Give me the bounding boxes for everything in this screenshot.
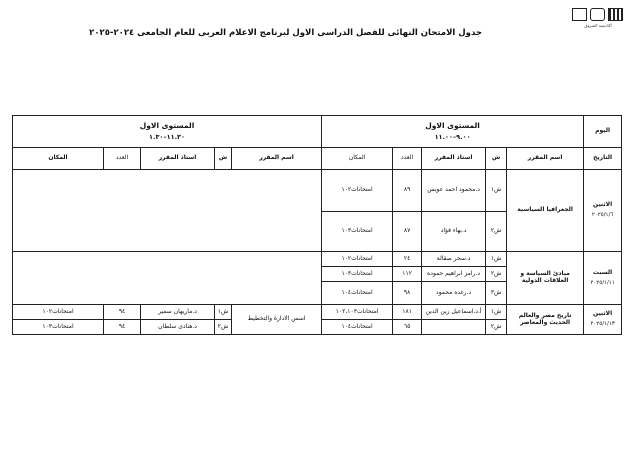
count-cell: ١١٢ (393, 267, 422, 282)
place-cell: امتحانات١٠٢ (322, 170, 393, 212)
noon-section-cell: ش١ (215, 305, 232, 320)
logo-mark-icon (608, 8, 623, 21)
professor-cell: أ.د.اسماعيل زين الدين (422, 305, 486, 320)
col-section-header: ش (486, 148, 507, 170)
noon-course-name: اسس الادارة والتخطيط (232, 305, 322, 335)
course-name: تاريخ مصر والعالم الحديث والمعاصر (507, 305, 584, 335)
place-cell: امتحانات١٠٢ (322, 252, 393, 267)
col-professor-header-noon: استاذ المقرر (141, 148, 215, 170)
noon-section-cell: ش٢ (215, 320, 232, 335)
col-count-header: العدد (393, 148, 422, 170)
level1-noon-title: المستوى الاول (139, 120, 195, 130)
count-cell: ٢٤ (393, 252, 422, 267)
course-name: مبادئ السياسة و العلاقات الدولية (507, 252, 584, 305)
day-cell (584, 252, 622, 305)
section-cell: ش١ (486, 252, 507, 267)
count-cell: ١٨١ (393, 305, 422, 320)
professor-cell: د.رامز ابراهيم حموده (422, 267, 486, 282)
place-cell: امتحانات١٠٣ (322, 212, 393, 252)
level1-morning-title: المستوى الاول (425, 120, 480, 130)
place-cell: امتحانات١٠٤ (322, 282, 393, 305)
count-cell: ٦٥ (393, 320, 422, 335)
section-cell: ش٢ (486, 267, 507, 282)
empty-noon-block (13, 252, 322, 305)
logo-mark-icon (572, 8, 587, 21)
professor-cell (422, 320, 486, 335)
section-cell: ش١ (486, 170, 507, 212)
section-cell: ش١ (486, 305, 507, 320)
section-cell: ش٢ (486, 320, 507, 335)
column-header-row (13, 148, 622, 170)
level1-noon-time: ١١.٣٠–١.٣٠ (149, 132, 185, 141)
professor-cell: د.رغده محمود (422, 282, 486, 305)
col-course-header-noon: اسم المقرر (232, 148, 322, 170)
day-name: الاثنين (593, 201, 613, 209)
level1-noon-header (13, 116, 322, 148)
place-cell: امتحانات١٠٤ (322, 320, 393, 335)
logo (568, 8, 628, 30)
section-cell: ش٢ (486, 212, 507, 252)
count-cell: ٩٨ (393, 282, 422, 305)
col-section-header-noon: ش (215, 148, 232, 170)
date-header: التاريخ (584, 148, 622, 170)
day-date: ٢٠٢٥/١/١١ (590, 279, 615, 286)
day-date: ٢٠٢٥/١/٦ (591, 212, 614, 219)
col-place-header: المكان (322, 148, 393, 170)
noon-place-cell: امتحانات١٠٣ (13, 320, 104, 335)
level-header-row (13, 116, 622, 148)
noon-place-cell: امتحانات١٠٢ (13, 305, 104, 320)
day-cell (584, 305, 622, 335)
section-cell: ش٣ (486, 282, 507, 305)
day-cell (584, 170, 622, 252)
professor-cell: د.محمود احمد عويس (422, 170, 486, 212)
table-row (13, 170, 622, 212)
professor-cell: د.سحر صقالة (422, 252, 486, 267)
table-row (13, 305, 622, 320)
page-title: جدول الامتحان النهائى للفصل الدراسى الاول لبرنامج الاعلام العربى للعام الجامعى ٢٠٢٤-٢٠٢٥ (89, 28, 482, 38)
col-place-header-noon: المكان (13, 148, 104, 170)
day-header: اليوم (584, 116, 622, 148)
table-row (13, 252, 622, 267)
day-name: السبت (592, 268, 613, 276)
day-name: الاثنين (593, 310, 613, 318)
place-cell: امتحانات١٠٢،١٠٣ (322, 305, 393, 320)
col-count-header-noon: العدد (104, 148, 141, 170)
logo-mark-icon (590, 8, 605, 21)
place-cell: امتحانات١٠٣ (322, 267, 393, 282)
noon-professor-cell: د.هنادى سلطان (141, 320, 215, 335)
level1-morning-header (322, 116, 584, 148)
count-cell: ٨٩ (393, 170, 422, 212)
noon-professor-cell: د.ماريهان سمير (141, 305, 215, 320)
noon-count-cell: ٩٤ (104, 320, 141, 335)
col-course-header: اسم المقرر (507, 148, 584, 170)
exam-schedule-table (12, 115, 622, 335)
day-date: ٢٠٢٥/١/١٣ (590, 321, 615, 328)
count-cell: ٨٧ (393, 212, 422, 252)
level1-morning-time: ٩.٠٠–١١.٠٠ (434, 132, 471, 141)
col-professor-header: استاذ المقرر (422, 148, 486, 170)
empty-noon-block (13, 170, 322, 252)
logo-caption: أكاديمية الشروق (584, 23, 612, 28)
noon-count-cell: ٩٤ (104, 305, 141, 320)
professor-cell: د.بهاء فؤاد (422, 212, 486, 252)
course-name: الجغرافيا السياسية (507, 170, 584, 252)
